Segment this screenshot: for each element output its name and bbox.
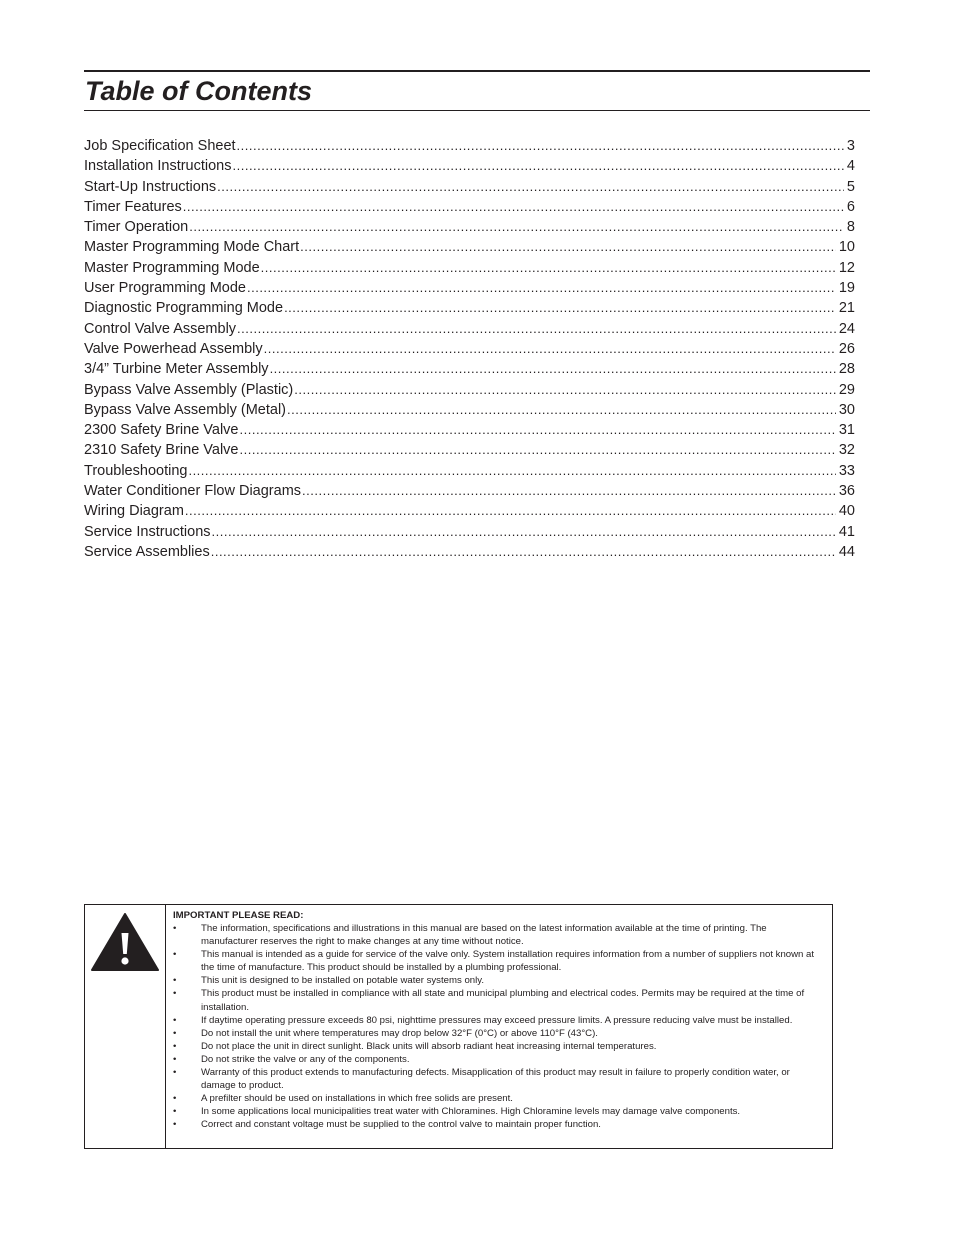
page-title: Table of Contents <box>85 76 312 106</box>
notice-heading: IMPORTANT PLEASE READ: <box>173 910 304 921</box>
toc-entry-page: 40 <box>838 503 855 520</box>
notice-bullet: • <box>173 949 177 961</box>
toc-entry[interactable] <box>84 339 855 359</box>
toc-entry-label: Timer Features <box>84 198 182 215</box>
toc-entry[interactable] <box>84 380 855 400</box>
toc-entry-page: 3 <box>846 138 855 154</box>
warning-triangle-icon <box>91 912 159 972</box>
toc-entry-page: 24 <box>838 320 855 337</box>
toc-entry[interactable] <box>84 481 855 501</box>
notice-item <box>173 1066 818 1092</box>
toc-dot-leader <box>247 278 836 298</box>
toc-dot-leader <box>185 501 836 521</box>
notice-bullet: • <box>173 1067 177 1079</box>
toc-entry-page: 31 <box>838 422 855 439</box>
notice-icon-cell <box>85 905 166 1148</box>
toc-entry-page: 44 <box>838 543 855 560</box>
toc-entry[interactable] <box>84 420 855 440</box>
notice-bullet: • <box>173 1027 177 1039</box>
toc-entry-label: Troubleshooting <box>84 462 188 479</box>
toc-entry[interactable] <box>84 136 855 156</box>
toc-entry-page: 41 <box>838 523 855 540</box>
toc-dot-leader <box>237 136 844 156</box>
toc-dot-leader <box>300 237 836 257</box>
toc-entry-page: 12 <box>838 259 855 276</box>
toc-entry-label: Master Programming Mode Chart <box>84 239 300 256</box>
toc-entry-label: Water Conditioner Flow Diagrams <box>84 483 302 500</box>
toc-dot-leader <box>188 461 835 481</box>
toc-entry-label: 2300 Safety Brine Valve <box>84 422 239 439</box>
notice-item <box>173 987 818 1013</box>
toc-dot-leader <box>212 522 836 542</box>
toc-dot-leader <box>211 542 836 562</box>
toc-entry-page: 26 <box>838 340 855 357</box>
title-bottom-rule <box>84 110 870 111</box>
notice-bullet: • <box>173 1053 177 1065</box>
table-of-contents <box>84 136 855 562</box>
toc-entry[interactable] <box>84 298 855 318</box>
toc-entry[interactable] <box>84 359 855 379</box>
notice-item <box>173 1040 818 1053</box>
toc-dot-leader <box>264 339 836 359</box>
toc-entry-label: Timer Operation <box>84 219 189 236</box>
toc-dot-leader <box>284 298 836 318</box>
notice-item-text: This product must be installed in compliance with all state and municipal plumbing and electrical codes. Permits may be required at the time of installation. <box>201 988 805 1013</box>
toc-entry[interactable] <box>84 461 855 481</box>
notice-item-text: This unit is designed to be installed on potable water systems only. <box>201 975 484 987</box>
toc-entry-label: Wiring Diagram <box>84 503 184 520</box>
toc-entry-label: Service Instructions <box>84 523 211 540</box>
toc-dot-leader <box>237 319 836 339</box>
important-notice-box <box>84 904 833 1149</box>
notice-bullet: • <box>173 1119 177 1131</box>
toc-entry-page: 30 <box>838 401 855 418</box>
notice-item <box>173 922 818 948</box>
notice-item-text: This manual is intended as a guide for service of the valve only. System installation requires information from a number of suppliers not known at the time of manufacture. This product should be installed by a plumbing professional. <box>201 949 815 974</box>
toc-entry-label: 3/4” Turbine Meter Assembly <box>84 361 269 378</box>
notice-item-text: Do not strike the valve or any of the components. <box>201 1053 410 1065</box>
toc-entry-label: Bypass Valve Assembly (Plastic) <box>84 381 294 398</box>
notice-item-text: The information, specifications and illustrations in this manual are based on the latest information available at the time of printing. The manufacturer reserves the right to make changes at any time without notice. <box>201 923 767 948</box>
notice-item-text: Correct and constant voltage must be supplied to the control valve to maintain proper function. <box>201 1119 601 1131</box>
toc-entry-page: 6 <box>846 198 855 215</box>
toc-entry-label: Control Valve Assembly <box>84 320 237 337</box>
toc-entry-page: 5 <box>846 178 855 195</box>
notice-item <box>173 1014 818 1027</box>
toc-dot-leader <box>287 400 836 420</box>
toc-entry-label: Job Specification Sheet <box>84 138 236 154</box>
toc-dot-leader <box>240 440 836 460</box>
toc-entry-label: Start-Up Instructions <box>84 178 217 195</box>
notice-list <box>173 922 818 1132</box>
toc-entry[interactable] <box>84 400 855 420</box>
notice-bullet: • <box>173 1040 177 1052</box>
toc-dot-leader <box>270 359 836 379</box>
notice-item <box>173 1092 818 1105</box>
notice-item-text: Warranty of this product extends to manufacturing defects. Misapplication of this product may result in failure to properly condition water, or damage to product. <box>201 1067 790 1092</box>
notice-item-text: If daytime operating pressure exceeds 80 psi, nighttime pressures may exceed pressure limits. A pressure reducing valve must be installed. <box>201 1014 793 1026</box>
toc-dot-leader <box>217 177 844 197</box>
toc-entry[interactable] <box>84 237 855 257</box>
notice-item <box>173 948 818 974</box>
title-top-rule <box>84 70 870 72</box>
toc-dot-leader <box>294 380 836 400</box>
toc-entry-page: 28 <box>838 361 855 378</box>
toc-entry-label: Installation Instructions <box>84 158 232 175</box>
notice-bullet: • <box>173 923 177 934</box>
toc-entry-page: 21 <box>838 300 855 317</box>
toc-entry[interactable] <box>84 217 855 237</box>
notice-item-text: Do not install the unit where temperatures may drop below 32°F (0°C) or above 110°F (43°C). <box>201 1027 598 1039</box>
toc-entry[interactable] <box>84 278 855 298</box>
toc-dot-leader <box>183 197 844 217</box>
toc-entry-label: Valve Powerhead Assembly <box>84 340 263 357</box>
notice-item <box>173 1118 818 1131</box>
toc-dot-leader <box>189 217 844 237</box>
notice-bullet: • <box>173 1106 177 1118</box>
notice-item <box>173 1105 818 1118</box>
notice-text-cell <box>166 905 832 1148</box>
toc-entry[interactable] <box>84 319 855 339</box>
toc-entry-label: Bypass Valve Assembly (Metal) <box>84 401 286 418</box>
toc-entry-page: 4 <box>846 158 855 175</box>
toc-entry-label: Diagnostic Programming Mode <box>84 300 284 317</box>
toc-entry[interactable] <box>84 177 855 197</box>
toc-entry-page: 10 <box>838 239 855 256</box>
toc-entry-page: 29 <box>838 381 855 398</box>
toc-entry-label: Service Assemblies <box>84 543 210 560</box>
toc-dot-leader <box>233 156 844 176</box>
notice-bullet: • <box>173 1014 177 1026</box>
notice-item-text: Do not place the unit in direct sunlight. Black units will absorb radiant heat increasing internal temperatures. <box>201 1040 657 1052</box>
notice-bullet: • <box>173 1093 177 1105</box>
notice-bullet: • <box>173 988 177 1000</box>
toc-entry-label: 2310 Safety Brine Valve <box>84 442 239 459</box>
toc-entry[interactable] <box>84 542 855 562</box>
toc-entry[interactable] <box>84 501 855 521</box>
toc-entry[interactable] <box>84 258 855 278</box>
toc-entry[interactable] <box>84 522 855 542</box>
notice-item <box>173 1053 818 1066</box>
notice-bullet: • <box>173 975 177 987</box>
toc-entry-page: 32 <box>838 442 855 459</box>
toc-entry-label: Master Programming Mode <box>84 259 260 276</box>
notice-item <box>173 974 818 987</box>
toc-entry[interactable] <box>84 156 855 176</box>
toc-dot-leader <box>240 420 836 440</box>
notice-item-text: A prefilter should be used on installations in which free solids are present. <box>201 1093 513 1105</box>
toc-dot-leader <box>261 258 836 278</box>
notice-item-text: In some applications local municipalities treat water with Chloramines. High Chloramine levels may damage valve components. <box>201 1106 741 1118</box>
toc-entry[interactable] <box>84 440 855 460</box>
toc-entry-page: 36 <box>838 483 855 500</box>
toc-entry-page: 33 <box>838 462 855 479</box>
notice-item <box>173 1027 818 1040</box>
toc-entry-label: User Programming Mode <box>84 280 246 297</box>
toc-entry-page: 8 <box>846 219 855 236</box>
toc-entry[interactable] <box>84 197 855 217</box>
toc-dot-leader <box>302 481 836 501</box>
toc-entry-page: 19 <box>838 280 855 297</box>
